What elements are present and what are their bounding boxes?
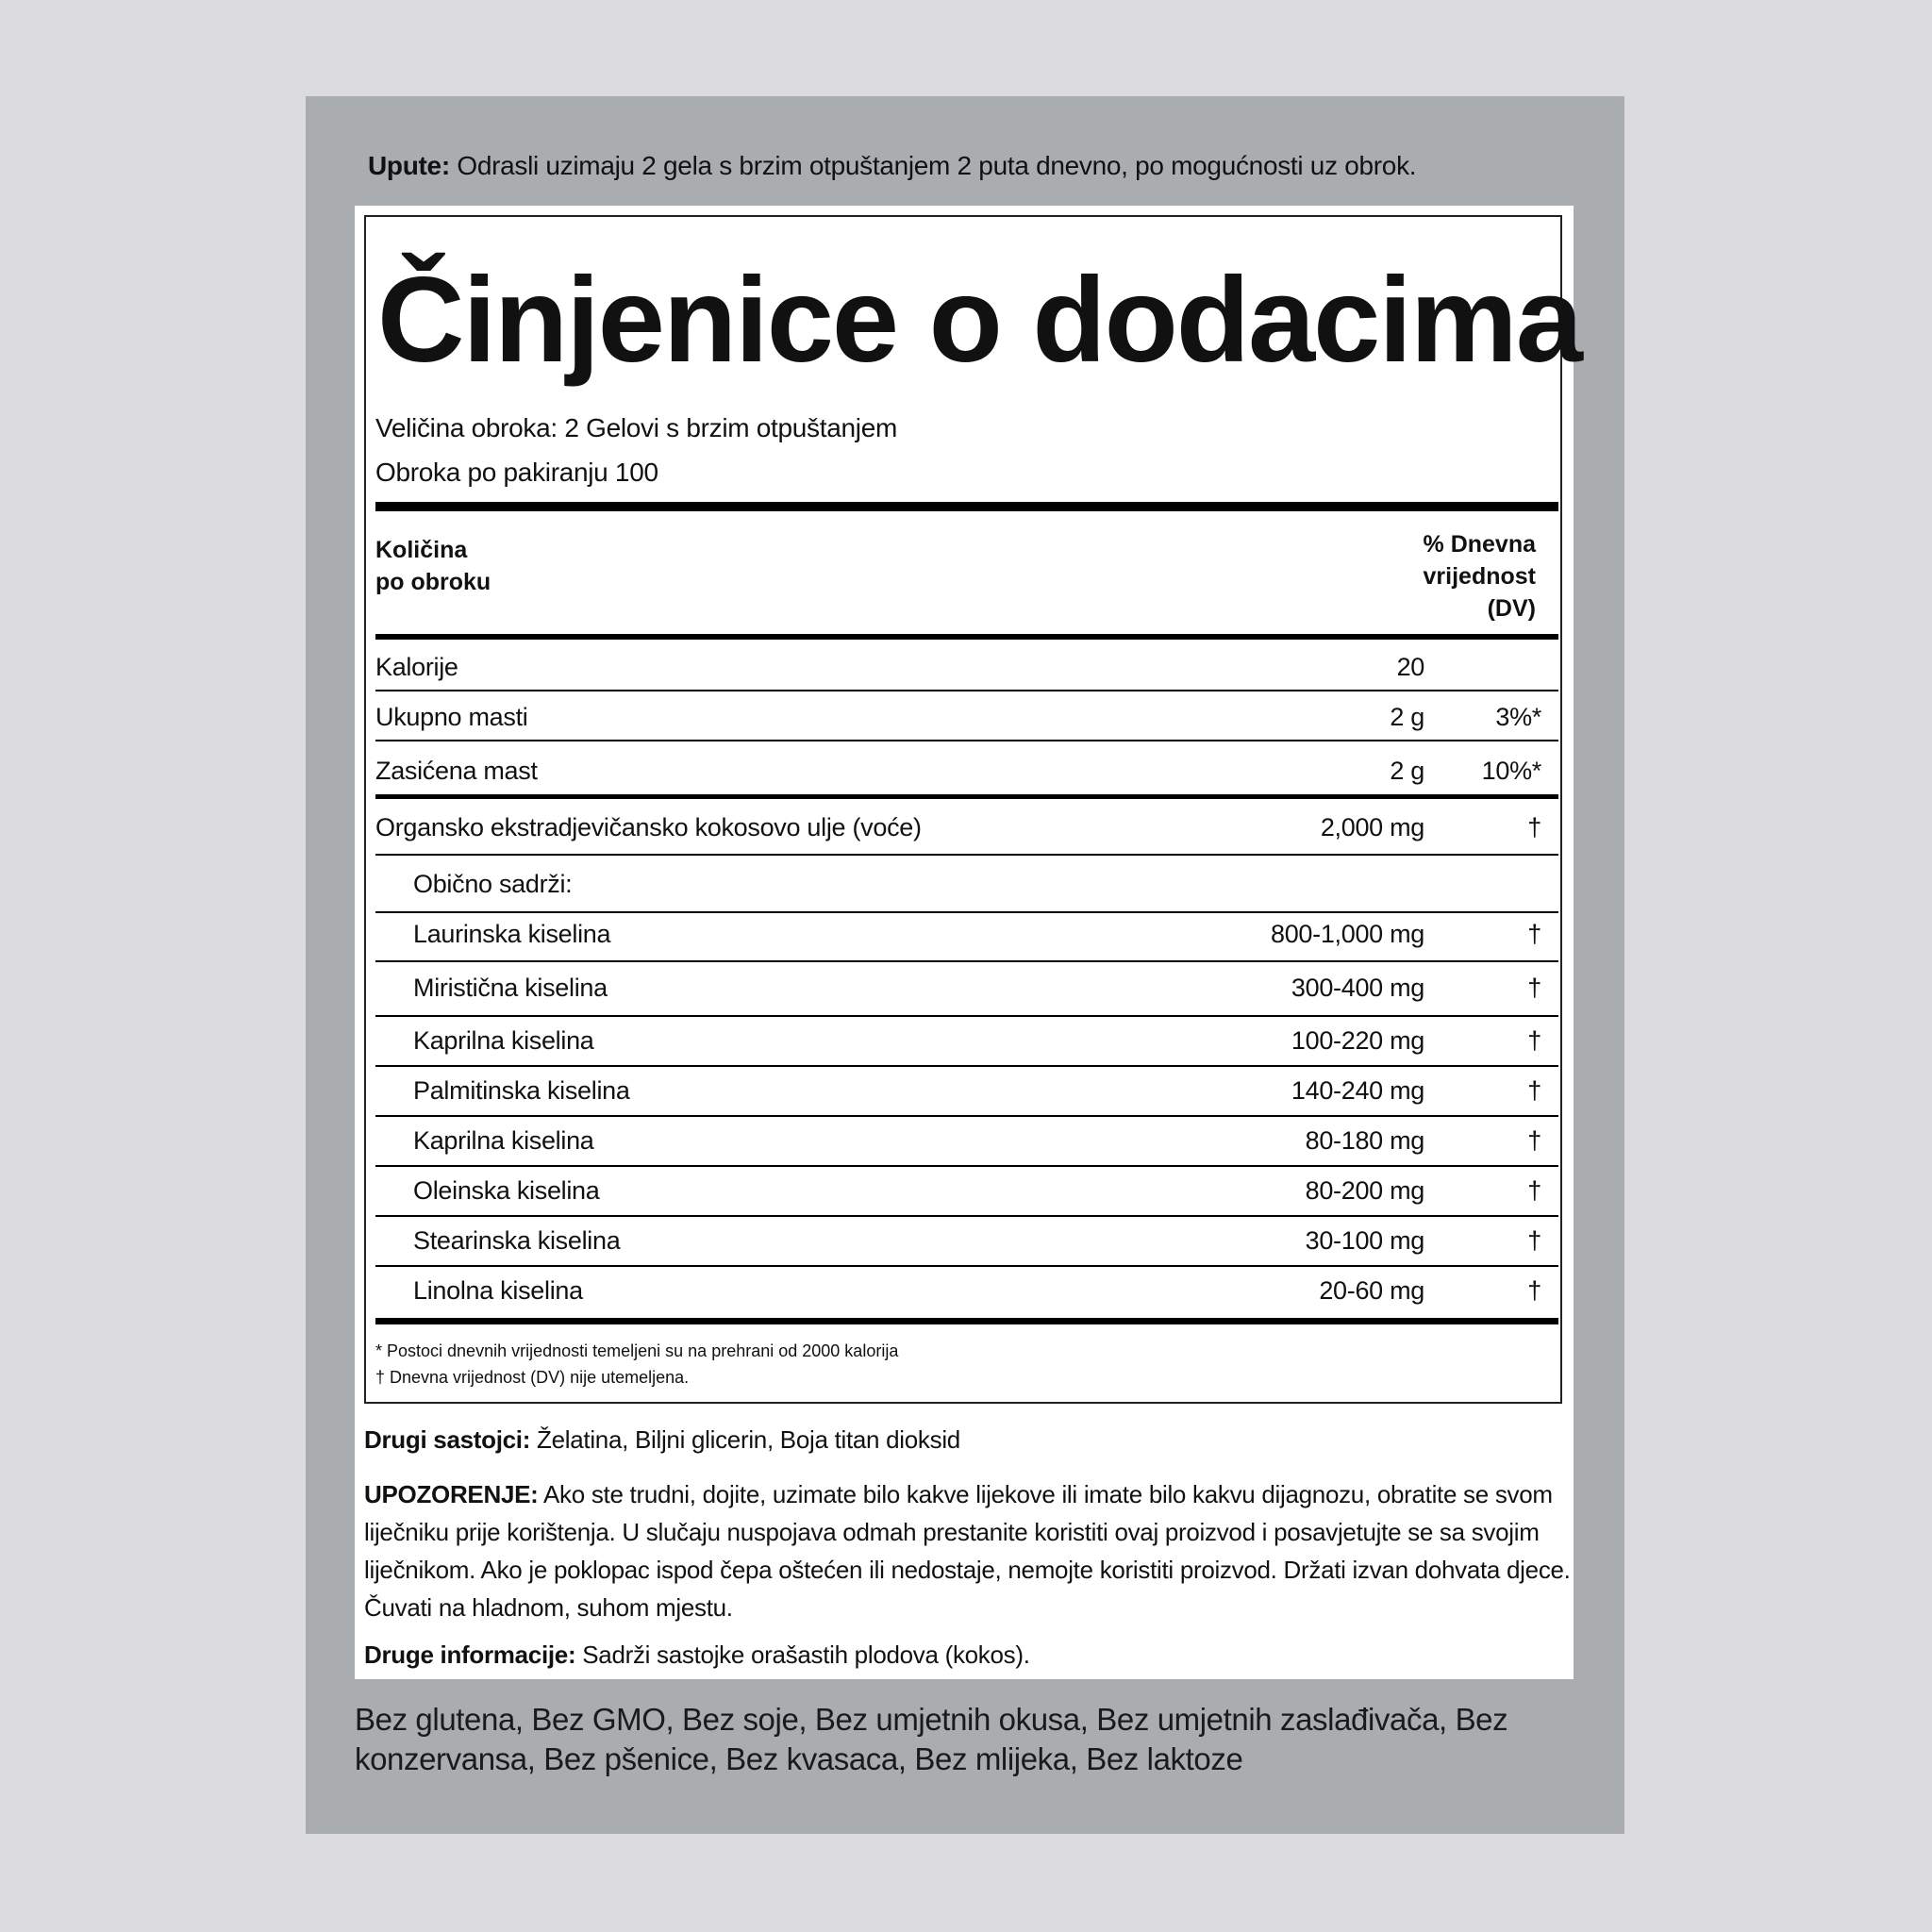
directions [368,151,1416,181]
fatty-acid-name: Laurinska kiselina [413,920,611,948]
directions-text: Odrasli uzimaju 2 gela s brzim otpuštanjem 2 puta dnevno, po mogućnosti uz obrok. [449,151,1417,180]
row-divider [375,740,1558,741]
row-divider [375,1015,1558,1017]
nutrient-amount: 2 g [1390,703,1424,731]
fatty-acid-dv: † [1527,1176,1541,1205]
servings-per-container: Obroka po pakiranju 100 [375,458,658,487]
other-ingredients-label: Drugi sastojci: [364,1425,531,1454]
facts-title: Činjenice o dodacima [377,253,1581,388]
fatty-acid-name: Palmitinska kiselina [413,1076,630,1105]
white-label-area [355,206,1581,1679]
label-panel [306,96,1624,1834]
nutrient-amount: 2 g [1390,757,1424,785]
nutrient-dv: 3%* [1495,703,1541,731]
fatty-acid-name: Kaprilna kiselina [413,1126,594,1155]
row-divider [375,1265,1558,1267]
row-divider [375,854,1558,856]
header-left-line: po obroku [375,569,491,595]
amount-per-serving-header [375,534,491,598]
row-divider [375,960,1558,962]
free-from-claims: Bez glutena, Bez GMO, Bez soje, Bez umjetnih okusa, Bez umjetnih zaslađivača, Bez konzervansa, Bez pšenice, Bez kvasaca, Bez mlijeka, Bez laktoze [355,1702,1508,1776]
row-divider [375,1115,1558,1117]
fatty-acid-name: Oleinska kiselina [413,1176,600,1205]
nutrient-name: Kalorije [375,653,458,681]
thick-rule [375,794,1558,799]
fatty-acid-amount: 800-1,000 mg [1270,920,1424,948]
thick-rule [375,502,1558,511]
other-information-label: Druge informacije: [364,1641,576,1669]
fatty-acid-dv: † [1527,1226,1541,1255]
row-divider [375,1215,1558,1217]
footnote-daily-value: * Postoci dnevnih vrijednosti temeljeni su na prehrani od 2000 kalorija [375,1341,899,1360]
row-divider [375,690,1558,691]
other-ingredients [364,1421,1572,1458]
fatty-acid-amount: 20-60 mg [1319,1276,1424,1305]
fatty-acid-amount: 30-100 mg [1305,1226,1424,1255]
fatty-acid-dv: † [1527,1026,1541,1055]
nutrient-amount: 20 [1396,653,1424,681]
header-right-line: (DV) [1487,595,1536,622]
daily-value-header [1424,528,1536,625]
fatty-acid-dv: † [1527,920,1541,948]
directions-label: Upute: [368,151,450,180]
other-information-text: Sadrži sastojke orašastih plodova (kokos). [575,1641,1030,1669]
row-divider [375,911,1558,913]
other-information [364,1636,1572,1674]
fatty-acid-dv: † [1527,1126,1541,1155]
header-right-line: % Dnevna [1423,531,1536,558]
other-ingredients-text: Želatina, Biljni glicerin, Boja titan dioksid [530,1425,960,1454]
fatty-acid-dv: † [1527,974,1541,1002]
fatty-acid-name: Linolna kiselina [413,1276,583,1305]
fatty-acid-name: Miristična kiselina [413,974,608,1002]
footnote-dv-not-established: † Dnevna vrijednost (DV) nije utemeljena. [375,1368,690,1387]
thick-rule [375,634,1558,640]
nutrient-name: Ukupno masti [375,703,528,731]
fatty-acid-amount: 80-200 mg [1305,1176,1424,1205]
nutrient-dv: 10%* [1481,757,1541,785]
ingredient-dv: † [1527,813,1541,841]
fatty-acid-amount: 300-400 mg [1291,974,1424,1002]
header-left-line: Količina [375,537,468,563]
fatty-acid-dv: † [1527,1276,1541,1305]
row-divider [375,1065,1558,1067]
fatty-acid-dv: † [1527,1076,1541,1105]
fatty-acid-name: Kaprilna kiselina [413,1026,594,1055]
nutrient-name: Zasićena mast [375,757,538,785]
warning [364,1475,1572,1626]
fatty-acid-amount: 140-240 mg [1291,1076,1424,1105]
thick-rule [375,1318,1558,1324]
supplement-facts-box [364,215,1581,1404]
warning-text: Ako ste trudni, dojite, uzimate bilo kakve lijekove ili imate bilo kakvu dijagnozu, obratite se svom liječniku prije korištenja. U slučaju nuspojava odmah prestanite koristiti ovaj proizvod i posavjetujte se sa svojim liječnikom. Ako je poklopac ispod čepa oštećen ili nedostaje, nemojte koristiti proizvod. Držati izvan dohvata djece. Čuvati na hladnom, suhom mjestu. [364,1480,1571,1622]
warning-label: UPOZORENJE: [364,1480,539,1508]
ingredient-name: Organsko ekstradjevičansko kokosovo ulje (voće) [375,813,922,841]
fatty-acid-amount: 80-180 mg [1305,1126,1424,1155]
fatty-acid-amount: 100-220 mg [1291,1026,1424,1055]
fatty-acid-name: Stearinska kiselina [413,1226,621,1255]
typically-contains-label: Obično sadrži: [413,870,573,898]
row-divider [375,1165,1558,1167]
ingredient-amount: 2,000 mg [1320,813,1424,841]
serving-size: Veličina obroka: 2 Gelovi s brzim otpuštanjem [375,413,897,442]
header-right-line: vrijednost [1423,563,1536,590]
